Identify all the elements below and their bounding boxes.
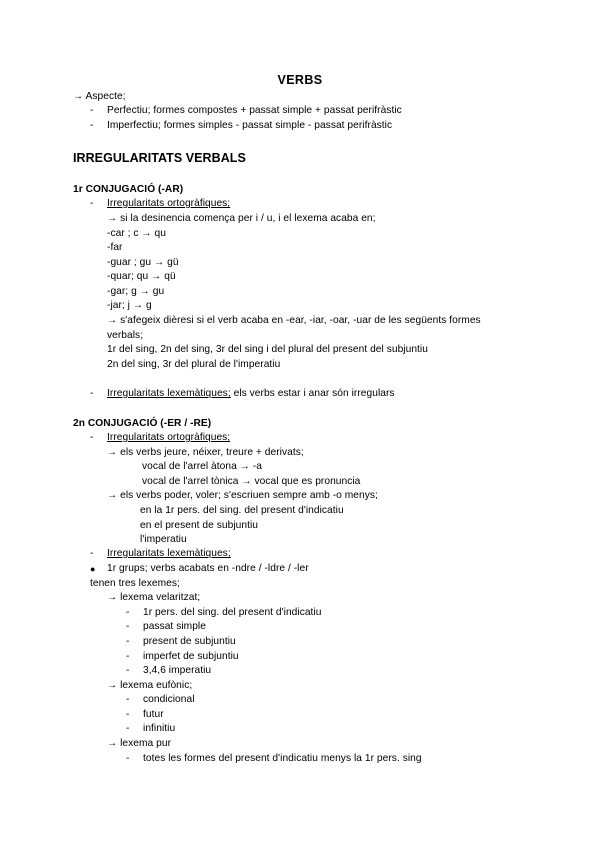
velaritzat-item: passat simple (143, 621, 206, 632)
conj1-orto-line: -far (107, 242, 123, 253)
velaritzat-heading: → lexema velaritzat; (107, 592, 201, 603)
conj1-orto-line: verbals; (107, 330, 144, 341)
conj2-orto-line: vocal de l'arrel tònica → vocal que es pronuncia (142, 476, 361, 487)
velaritzat-item: 3,4,6 imperatiu (143, 665, 212, 676)
conj1-orto-line: → s'afegeix dièresi si el verb acaba en -ear, -iar, -oar, -uar de les següents formes (107, 315, 481, 326)
dash-marker: - (90, 548, 94, 559)
conj1-orto-line: -gar; g → gu (107, 286, 165, 297)
section-title: IRREGULARITATS VERBALS (73, 151, 246, 165)
conj2-orto-line: → els verbs jeure, néixer, treure + derivats; (107, 447, 304, 458)
aspect-item: Perfectiu; formes compostes + passat simple + passat perifràstic (107, 105, 402, 116)
conj2-orto-line: en el present de subjuntiu (140, 520, 258, 531)
conj1-orto-line: → si la desinencia comença per i / u, i el lexema acaba en; (107, 213, 376, 224)
conj1-orto-label: Irregularitats ortogràfiques; (107, 198, 231, 209)
conj1-orto-line: 1r del sing, 2n del sing, 3r del sing i del plural del present del subjuntiu (107, 344, 428, 355)
conj1-orto-line: 2n del sing, 3r del plural de l'imperatiu (107, 359, 281, 370)
conj1-heading: 1r CONJUGACIÓ (-AR) (73, 184, 184, 195)
conj2-lex-label: Irregularitats lexemàtiques; (107, 548, 231, 559)
conj1-orto-line: -car ; c → qu (107, 228, 166, 239)
conj2-orto-line: → els verbs poder, voler; s'escriuen sempre amb -o menys; (107, 490, 378, 501)
velaritzat-item: present de subjuntiu (143, 636, 236, 647)
conj1-lex-line (107, 388, 395, 400)
dash-marker: - (126, 651, 130, 662)
conj1-lex-label: Irregularitats lexemàtiques; (107, 388, 231, 399)
dash-marker: - (90, 432, 94, 443)
aspect-item: Imperfectiu; formes simples - passat simple - passat perifràstic (107, 120, 393, 131)
conj2-tres-lexemes: tenen tres lexemes; (90, 578, 180, 589)
dash-marker: - (126, 709, 130, 720)
dash-marker: - (126, 621, 130, 632)
conj2-bullet-line: 1r grups; verbs acabats en -ndre / -ldre / -ler (107, 563, 309, 574)
bullet-marker: ● (90, 564, 96, 574)
dash-marker: - (126, 665, 130, 676)
pur-heading: → lexema pur (107, 738, 172, 749)
dash-marker: - (90, 105, 94, 116)
dash-marker: - (126, 607, 130, 618)
conj1-orto-line: -jar; j → g (107, 300, 152, 311)
dash-marker: - (126, 636, 130, 647)
dash-marker: - (126, 753, 130, 764)
eufonic-item: condicional (143, 694, 195, 705)
page-title: VERBS (277, 73, 323, 87)
velaritzat-item: imperfet de subjuntiu (143, 651, 239, 662)
conj1-orto-line: -quar; qu → qü (107, 271, 176, 282)
conj2-orto-line: l'imperatiu (140, 534, 187, 545)
dash-marker: - (90, 120, 94, 131)
velaritzat-item: 1r pers. del sing. del present d'indicatiu (143, 607, 322, 618)
conj2-orto-line: vocal de l'arrel àtona → -a (142, 461, 262, 472)
conj2-orto-line: en la 1r pers. del sing. del present d'indicatiu (140, 505, 344, 516)
pur-item: totes les formes del present d'indicatiu menys la 1r pers. sing (143, 753, 422, 764)
eufonic-item: infinitiu (143, 723, 176, 734)
conj2-orto-label: Irregularitats ortogràfiques; (107, 432, 231, 443)
eufonic-item: futur (143, 709, 164, 720)
dash-marker: - (90, 198, 94, 209)
dash-marker: - (90, 388, 94, 399)
aspect-heading: → Aspecte; (73, 91, 126, 102)
dash-marker: - (126, 723, 130, 734)
eufonic-heading: → lexema eufònic; (107, 680, 193, 691)
conj1-lex-text: els verbs estar i anar són irregulars (230, 388, 395, 399)
conj1-orto-line: -guar ; gu → gü (107, 257, 179, 268)
dash-marker: - (126, 694, 130, 705)
conj2-heading: 2n CONJUGACIÓ (-ER / -RE) (73, 418, 212, 429)
